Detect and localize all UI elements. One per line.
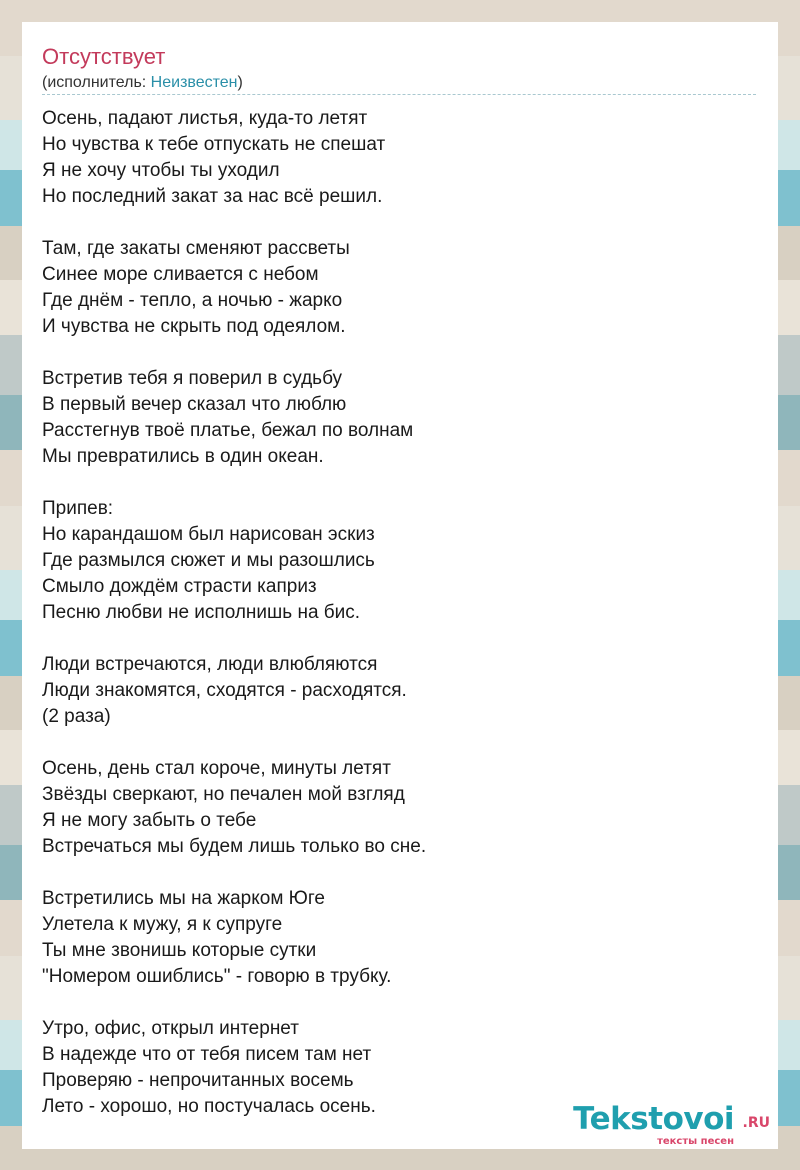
lyric-line: Встретив тебя я поверил в судьбу <box>42 368 343 389</box>
stanza-gap <box>42 340 742 366</box>
stanza-gap <box>42 990 742 1016</box>
lyric-line: Я не хочу чтобы ты уходил <box>42 160 280 181</box>
artist-prefix: (исполнитель: <box>42 74 151 91</box>
logo-name: Tekstovoi <box>573 1101 734 1137</box>
lyric-line: В надежде что от тебя писем там нет <box>42 1044 372 1065</box>
lyric-line: Где размылся сюжет и мы разошлись <box>42 550 375 571</box>
lyric-line: Осень, падают листья, куда-то летят <box>42 108 368 129</box>
lyric-line: Лето - хорошо, но постучалась осень. <box>42 1096 376 1117</box>
song-title: Отсутствует <box>42 44 166 69</box>
artist-link[interactable]: Неизвестен <box>150 74 238 91</box>
stanza-gap <box>42 730 742 756</box>
lyric-line: Улетела к мужу, я к супруге <box>42 914 283 935</box>
logo-tld: .RU <box>742 1115 770 1131</box>
stanza-gap <box>42 860 742 886</box>
lyric-line: Но карандашом был нарисован эскиз <box>42 524 375 545</box>
artist-suffix: ) <box>237 74 243 91</box>
logo-tagline: тексты песен <box>657 1136 734 1147</box>
lyric-line: В первый вечер сказал что люблю <box>42 394 347 415</box>
header-divider <box>42 94 756 95</box>
lyric-line: Люди знакомятся, сходятся - расходятся. <box>42 680 407 701</box>
lyric-line: Смыло дождём страсти каприз <box>42 576 317 597</box>
lyric-line: Осень, день стал короче, минуты летят <box>42 758 391 779</box>
lyrics-body <box>42 106 742 1120</box>
artist-line <box>42 74 243 92</box>
lyric-line: Звёзды сверкают, но печален мой взгляд <box>42 784 405 805</box>
site-logo[interactable] <box>560 1101 770 1147</box>
lyric-line: Песню любви не исполнишь на бис. <box>42 602 361 623</box>
stanza-gap <box>42 210 742 236</box>
lyric-line: Я не могу забыть о тебе <box>42 810 257 831</box>
stanza-gap <box>42 626 742 652</box>
lyric-line: Там, где закаты сменяют рассветы <box>42 238 350 259</box>
lyric-line: (2 раза) <box>42 706 111 727</box>
lyric-line: Синее море сливается с небом <box>42 264 319 285</box>
lyric-line: Проверяю - непрочитанных восемь <box>42 1070 354 1091</box>
lyric-line: Припев: <box>42 498 114 519</box>
lyric-line: Но чувства к тебе отпускать не спешат <box>42 134 386 155</box>
lyric-line: Утро, офис, открыл интернет <box>42 1018 299 1039</box>
lyric-line: Мы превратились в один океан. <box>42 446 324 467</box>
lyric-line: Ты мне звонишь которые сутки <box>42 940 317 961</box>
lyric-line: Встретились мы на жарком Юге <box>42 888 325 909</box>
lyric-line: Но последний закат за нас всё решил. <box>42 186 383 207</box>
lyric-line: Где днём - тепло, а ночью - жарко <box>42 290 343 311</box>
lyric-line: Встречаться мы будем лишь только во сне. <box>42 836 427 857</box>
lyrics-card <box>22 22 778 1149</box>
lyric-line: Расстегнув твоё платье, бежал по волнам <box>42 420 414 441</box>
stanza-gap <box>42 470 742 496</box>
lyric-line: Люди встречаются, люди влюбляются <box>42 654 378 675</box>
lyric-line: "Номером ошиблись" - говорю в трубку. <box>42 966 392 987</box>
lyric-line: И чувства не скрыть под одеялом. <box>42 316 346 337</box>
